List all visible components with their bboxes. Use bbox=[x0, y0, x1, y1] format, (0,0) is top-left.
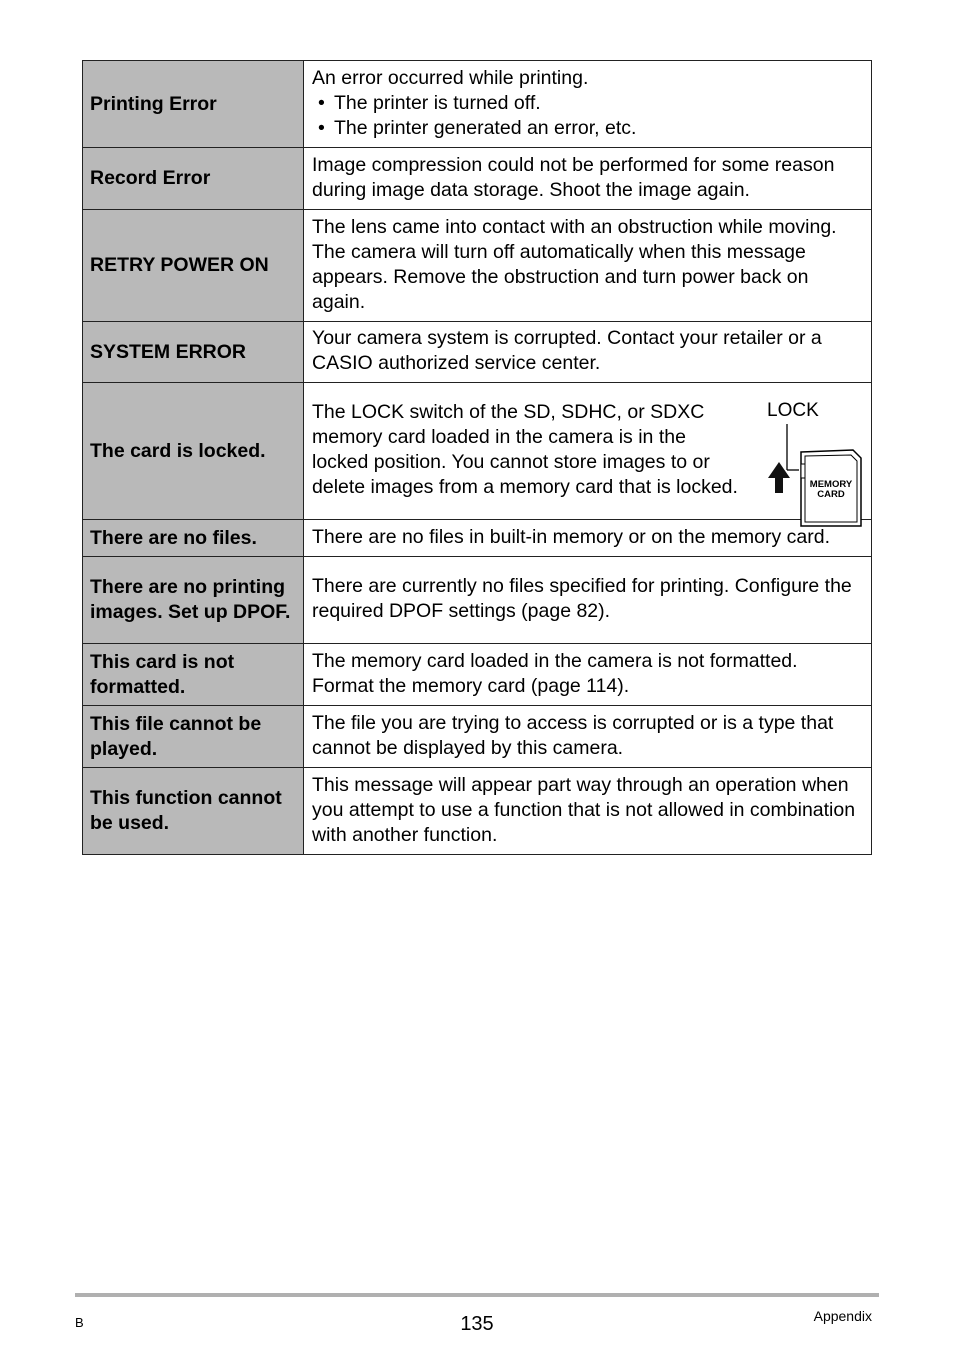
message-term: SYSTEM ERROR bbox=[83, 322, 304, 383]
table-row bbox=[83, 557, 872, 644]
message-description: This message will appear part way through an operation when you attempt to use a function that is not allowed in combination with another function. bbox=[304, 768, 872, 855]
bullet-item: • The printer is turned off. bbox=[312, 91, 863, 116]
footer-divider bbox=[75, 1293, 879, 1297]
message-term: RETRY POWER ON bbox=[83, 210, 304, 322]
table-row bbox=[83, 210, 872, 322]
description-text: The LOCK switch of the SD, SDHC, or SDXC memory card loaded in the camera is in the locked position. You cannot store images to or delete images from a memory card that is locked. bbox=[312, 401, 738, 498]
page-number: 135 bbox=[460, 1313, 494, 1335]
message-description bbox=[304, 383, 872, 520]
message-description: Image compression could not be performed for some reason during image data storage. Shoot the image again. bbox=[304, 148, 872, 210]
lock-label: LOCK bbox=[767, 400, 819, 421]
table-row bbox=[83, 148, 872, 210]
lock-description bbox=[312, 400, 863, 500]
table-row bbox=[83, 644, 872, 706]
bullet-list bbox=[312, 91, 863, 141]
table-row bbox=[83, 61, 872, 148]
message-description: The file you are trying to access is corrupted or is a type that cannot be displayed by this camera. bbox=[304, 706, 872, 768]
footer-language-code: B bbox=[75, 1315, 84, 1330]
table-row bbox=[83, 383, 872, 520]
table-row bbox=[83, 768, 872, 855]
message-term: Printing Error bbox=[83, 61, 304, 148]
table-row bbox=[83, 322, 872, 383]
table-row bbox=[83, 520, 872, 557]
message-description bbox=[304, 61, 872, 148]
table-row bbox=[83, 706, 872, 768]
bullet-item: • The printer generated an error, etc. bbox=[312, 116, 863, 141]
message-term: This card is not formatted. bbox=[83, 644, 304, 706]
error-message-table bbox=[82, 60, 872, 855]
message-description: Your camera system is corrupted. Contact your retailer or a CASIO authorized service center. bbox=[304, 322, 872, 383]
message-description: The memory card loaded in the camera is not formatted. Format the memory card (page 114). bbox=[304, 644, 872, 706]
memory-card-lock-illustration bbox=[763, 398, 863, 528]
message-description: There are no files in built-in memory or on the memory card. bbox=[304, 520, 872, 557]
message-term: There are no printing images. Set up DPOF. bbox=[83, 557, 304, 644]
message-term: This function cannot be used. bbox=[83, 768, 304, 855]
sd-card-icon bbox=[801, 450, 861, 526]
message-term: This file cannot be played. bbox=[83, 706, 304, 768]
card-label-line2: CARD bbox=[817, 489, 845, 500]
message-term: Record Error bbox=[83, 148, 304, 210]
message-term: There are no files. bbox=[83, 520, 304, 557]
message-description: There are currently no files specified for printing. Configure the required DPOF settings (page 82). bbox=[304, 557, 872, 644]
footer-section: Appendix bbox=[813, 1308, 872, 1324]
message-term: The card is locked. bbox=[83, 383, 304, 520]
description-text: An error occurred while printing. bbox=[312, 66, 589, 89]
card-label-line1: MEMORY bbox=[809, 479, 853, 490]
message-description: The lens came into contact with an obstruction while moving. The camera will turn off automatically when this message appears. Remove the obstruction and turn power back on again. bbox=[304, 210, 872, 322]
